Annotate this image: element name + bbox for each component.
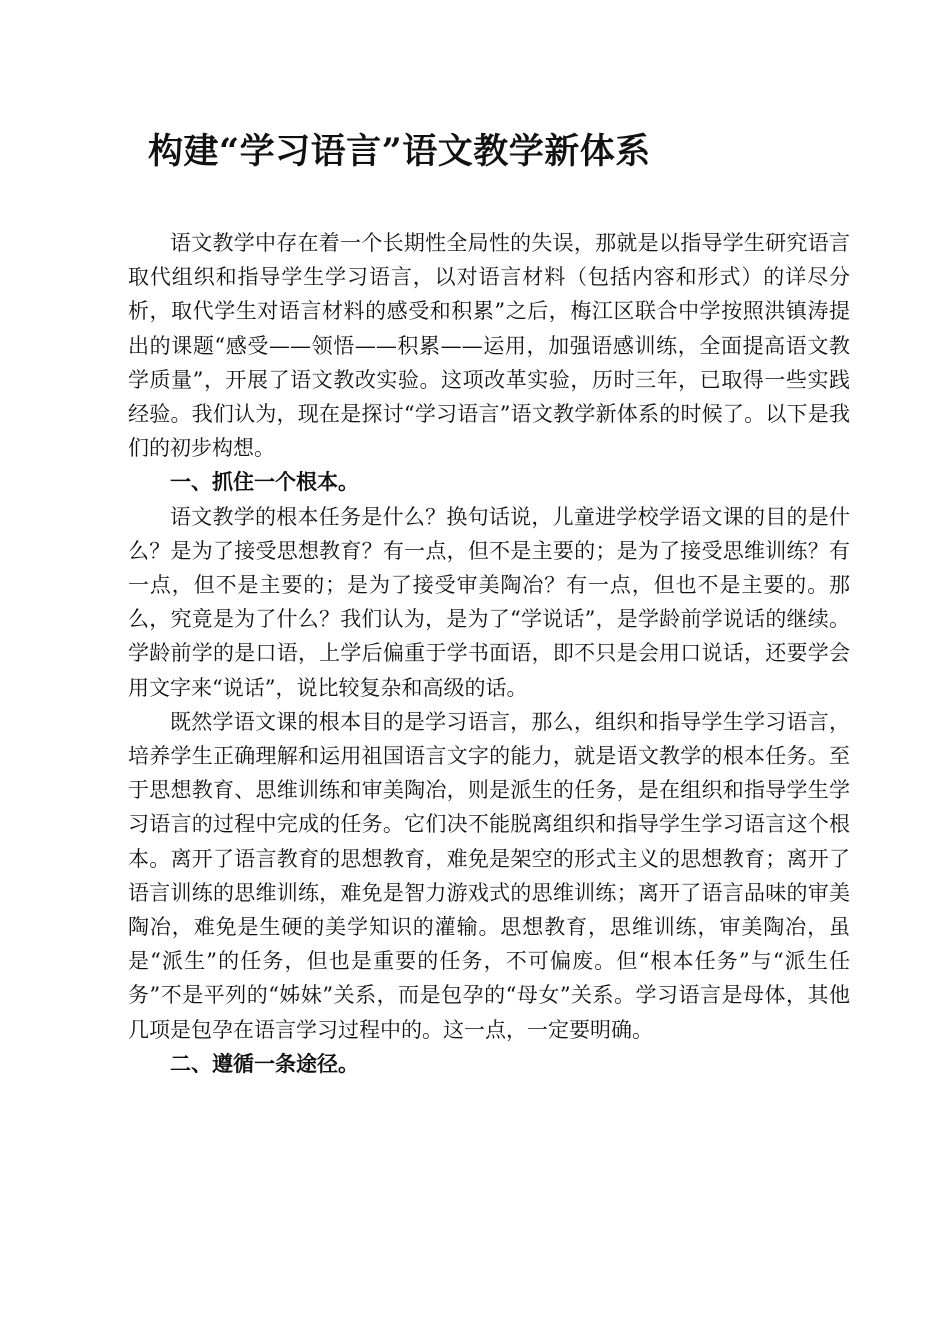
section-heading-one: 一、抓住一个根本。: [170, 470, 359, 495]
page-title: 构建“学习语言”语文教学新体系: [148, 131, 651, 172]
section-heading-two: 二、遵循一条途径。: [170, 1051, 359, 1076]
article-body: [128, 226, 850, 1081]
section-one-paragraph-2: 既然学语文课的根本目的是学习语言，那么，组织和指导学生学习语言，培养学生正确理解和运用祖国语言文字的能力，就是语文教学的根本任务。至于思想教育、思维训练和审美陶冶，则是派生的任务，是在组织和指导学生学习语言的过程中完成的任务。它们决不能脱离组织和指导学生学习语言这个根本。离开了语言教育的思想教育，难免是架空的形式主义的思想教育；离开了语言训练的思维训练，难免是智力游戏式的思维训练；离开了语言品味的审美陶冶，难免是生硬的美学知识的灌输。思想教育，思维训练，审美陶冶，虽是“派生”的任务，但也是重要的任务，不可偏废。但“根本任务”与“派生任务”不是平列的“姊妹”关系，而是包孕的“母女”关系。学习语言是母体，其他几项是包孕在语言学习过程中的。这一点，一定要明确。: [128, 709, 850, 1042]
section-one-paragraph-1: 语文教学的根本任务是什么？换句话说，儿童进学校学语文课的目的是什么？是为了接受思想教育？有一点，但不是主要的；是为了接受思维训练？有一点，但不是主要的；是为了接受审美陶冶？有一点，但也不是主要的。那么，究竟是为了什么？我们认为，是为了“学说话”，是学龄前学说话的继续。学龄前学的是口语，上学后偏重于学书面语，即不只是会用口说话，还要学会用文字来“说话”，说比较复杂和高级的话。: [128, 504, 850, 700]
intro-paragraph: 语文教学中存在着一个长期性全局性的失误，那就是以指导学生研究语言取代组织和指导学生学习语言，以对语言材料（包括内容和形式）的详尽分析，取代学生对语言材料的感受和积累”之后，梅江区联合中学按照洪镇涛提出的课题“感受——领悟——积累——运用，加强语感训练，全面提高语文教学质量”，开展了语文教改实验。这项改革实验，历时三年，已取得一些实践经验。我们认为，现在是探讨“学习语言”语文教学新体系的时候了。以下是我们的初步构想。: [128, 231, 850, 461]
